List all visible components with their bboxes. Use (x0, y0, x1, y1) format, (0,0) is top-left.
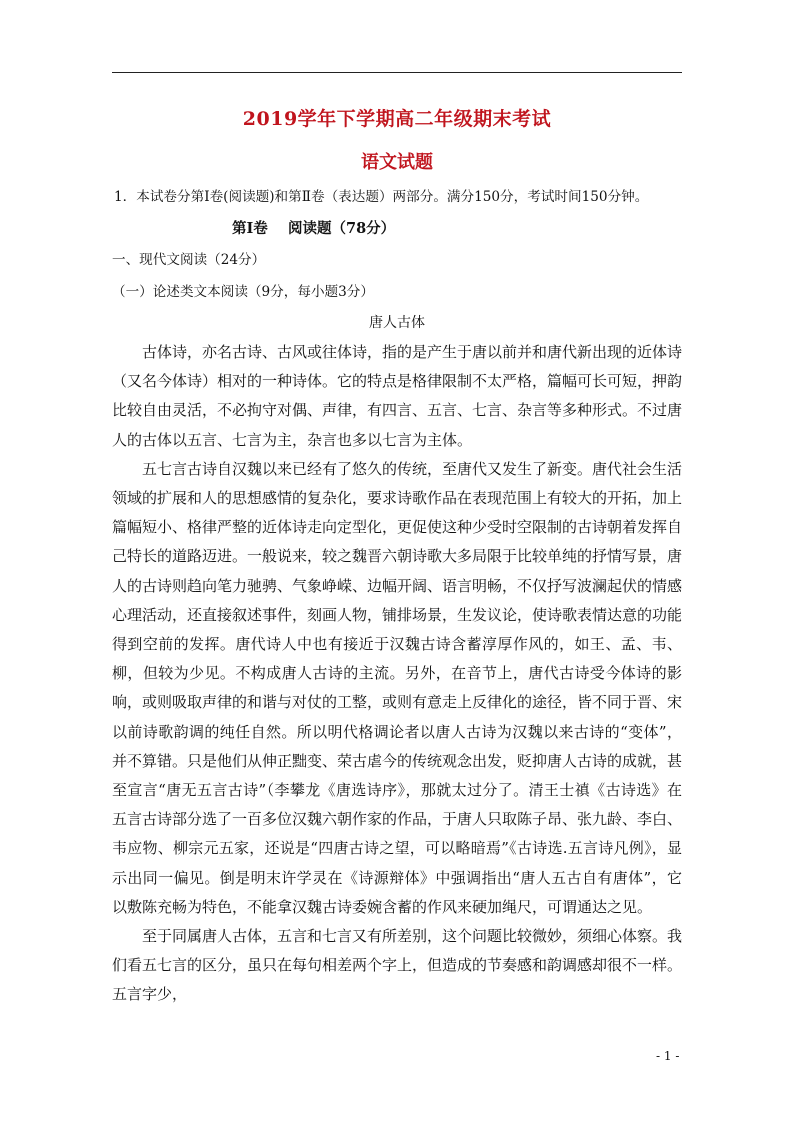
exam-title: 2019学年下学期高二年级期末考试 (242, 108, 552, 130)
volume-heading: 第Ⅰ卷 阅读题（78分） (232, 220, 396, 237)
article-body (112, 338, 682, 1010)
page-number: - 1 - (656, 1049, 680, 1063)
subject-title: 语文试题 (361, 152, 433, 173)
article-paragraph-2: 五七言古诗自汉魏以来已经有了悠久的传统，至唐代又发生了新变。唐代社会生活领域的扩展和人的思想感情的复杂化，要求诗歌作品在表现范围上有较大的开拓，加上篇幅短小、格律严整的近体诗走向定型化，更促使这种少受时空限制的古诗朝着发挥自己特长的道路迈进。一般说来，较之魏晋六朝诗歌大多局限于比较单纯的抒情写景，唐人的古诗则趋向笔力驰骋、气象峥嵘、边幅开阔、语言明畅，不仅抒写波澜起伏的情感心理活动，还直接叙述事件，刻画人物，铺排场景，生发议论，使诗歌表情达意的功能得到空前的发挥。唐代诗人中也有接近于汉魏古诗含蓄淳厚作风的，如王、孟、韦、柳，但较为少见。不构成唐人古诗的主流。另外，在音节上，唐代古诗受今体诗的影响，或则吸取声律的和谐与对仗的工整，或则有意走上反律化的途径，皆不同于晋、宋以前诗歌韵调的纯任自然。所以明代格调论者以唐人古诗为汉魏以来古诗的“变体”，并不算错。只是他们从伸正黜变、荣古虐今的传统观念出发，贬抑唐人古诗的成就，甚至宣言“唐无五言古诗”（李攀龙《唐选诗序》，那就太过分了。清王士禛《古诗选》在五言古诗部分选了一百多位汉魏六朝作家的作品，于唐人只取陈子昂、张九龄、李白、韦应物、柳宗元五家，还说是“四唐古诗之望，可以略暗焉”《古诗选.五言诗凡例》，显示出同一偏见。倒是明末许学灵在《诗源辩体》中强调指出“唐人五古自有唐体”，它以敷陈充畅为特色，不能拿汉魏古诗委婉含蓄的作风来硬加绳尺，可谓通达之见。 (112, 459, 683, 916)
exam-instructions: 1．本试卷分第Ⅰ卷(阅读题)和第Ⅱ卷（表达题）两部分。满分150分，考试时间150分钟。 (114, 189, 649, 205)
article-title: 唐人古体 (369, 315, 425, 331)
section-heading: 一、现代文阅读（24分） (112, 252, 266, 268)
article-paragraph-1: 古体诗，亦名古诗、古风或往体诗，指的是产生于唐以前并和唐代新出现的近体诗（又名今体诗）相对的一种诗体。它的特点是格律限制不太严格，篇幅可长可短，押韵比较自由灵活，不必拘守对偶、声律，有四言、五言、七言、杂言等多种形式。不过唐人的古体以五言、七言为主，杂言也多以七言为主体。 (112, 343, 683, 449)
header-rule (112, 72, 682, 73)
article-paragraph-3: 至于同属唐人古体，五言和七言又有所差别，这个问题比较微妙，须细心体察。我们看五七言的区分，虽只在每句相差两个字上，但造成的节奏感和韵调感却很不一样。五言字少， (112, 927, 683, 1004)
subsection-heading: （一）论述类文本阅读（9分，每小题3分） (112, 284, 374, 300)
